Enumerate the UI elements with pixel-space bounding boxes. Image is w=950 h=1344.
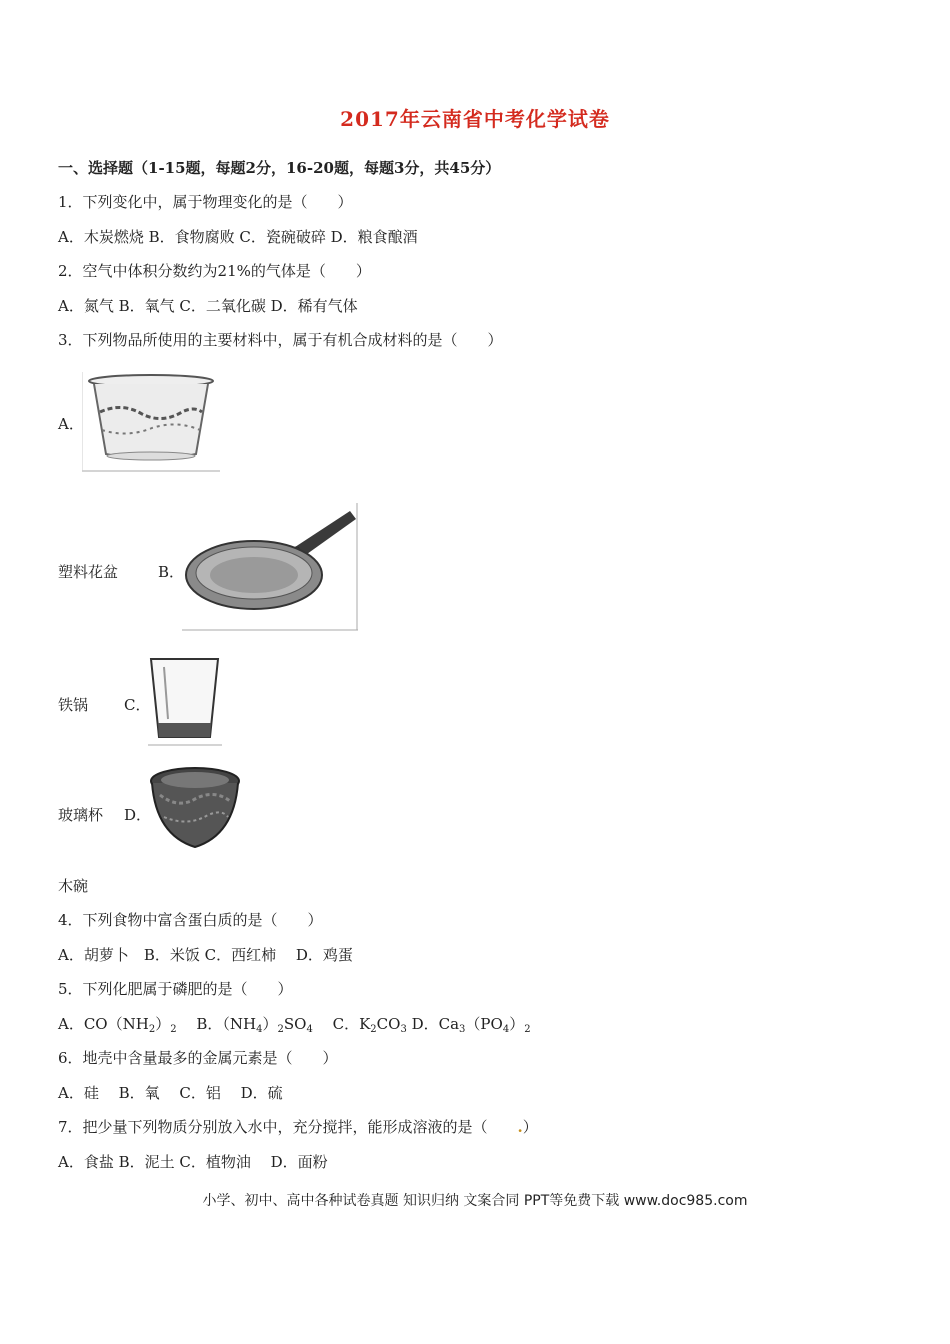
q3-option-c-letter: C． xyxy=(124,696,151,714)
plastic-flowerpot-image xyxy=(82,372,220,472)
question-1: 1．下列变化中，属于物理变化的是（ ） xyxy=(58,193,353,211)
question-1-options: A．木炭燃烧 B．食物腐败 C．瓷碗破碎 D．粮食酿酒 xyxy=(58,228,418,246)
section-heading: 一、选择题（1-15题，每题2分，16-20题，每题3分，共45分） xyxy=(58,159,501,177)
glass-cup-image xyxy=(148,657,222,747)
question-7-options: A．食盐 B．泥土 C．植物油 D．面粉 xyxy=(58,1153,328,1171)
question-2: 2．空气中体积分数约为21%的气体是（ ） xyxy=(58,262,371,280)
q3-option-a-letter: A． xyxy=(58,415,84,433)
question-3: 3．下列物品所使用的主要材料中，属于有机合成材料的是（ ） xyxy=(58,331,503,349)
page-title: 2017年云南省中考化学试卷 xyxy=(340,107,610,131)
q3-option-b-letter: B． xyxy=(158,563,185,581)
q3-option-b-label: 铁锅 xyxy=(58,696,89,714)
wooden-bowl-image xyxy=(148,765,242,857)
q3-option-a-label: 塑料花盆 xyxy=(58,563,119,581)
page-footer: 小学、初中、高中各种试卷真题 知识归纳 文案合同 PPT等免费下载 www.doc985.com xyxy=(202,1193,748,1209)
question-2-options: A．氮气 B．氧气 C．二氧化碳 D．稀有气体 xyxy=(58,297,358,315)
question-4: 4．下列食物中富含蛋白质的是（ ） xyxy=(58,911,323,929)
question-7: 7．把少量下列物质分别放入水中，充分搅拌，能形成溶液的是（ .） xyxy=(58,1118,538,1136)
q3-option-c-label: 玻璃杯 xyxy=(58,806,104,824)
iron-wok-image xyxy=(182,503,358,631)
q3-option-d-label: 木碗 xyxy=(58,877,89,895)
question-6-options: A．硅 B．氧 C．铝 D．硫 xyxy=(58,1084,283,1102)
q3-option-d-letter: D． xyxy=(124,806,152,824)
question-4-options: A．胡萝卜 B．米饭 C．西红柿 D．鸡蛋 xyxy=(58,946,353,964)
question-5: 5．下列化肥属于磷肥的是（ ） xyxy=(58,980,293,998)
question-5-options: A．$CO(NH_2)_2$ B．$(NH_4)_2SO_4$ C．$K_2CO_3$ D．$Ca_3(PO_4)_2$ xyxy=(58,1015,531,1035)
question-6: 6．地壳中含量最多的金属元素是（ ） xyxy=(58,1049,338,1067)
